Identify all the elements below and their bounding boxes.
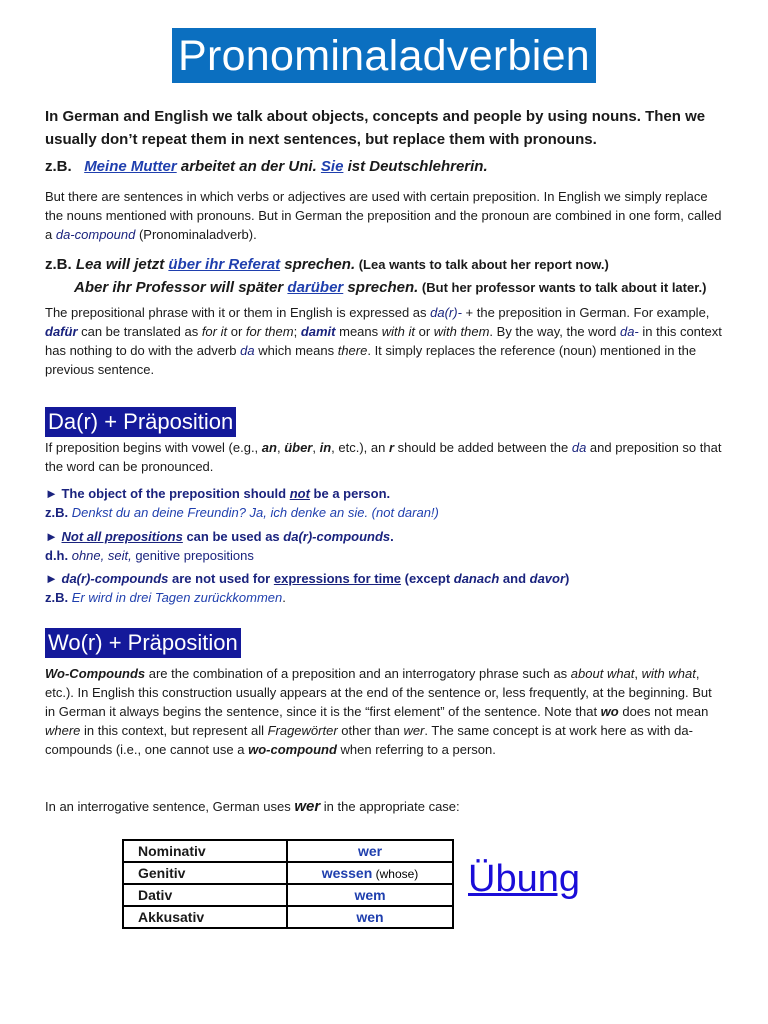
example-underlined-compound: darüber: [287, 279, 344, 296]
case-name: Nominativ: [123, 840, 287, 862]
translation-2: (But her professor wants to talk about it later.): [418, 280, 707, 295]
example-sentence-2: [45, 253, 725, 299]
example-time: Er wird in drei Tagen zurückkommen: [71, 590, 283, 605]
case-form: wessen (whose): [287, 862, 453, 884]
rule-not-a-person: ► The object of the preposition should not be a person. z.B. Denkst du an deine Freundin? Ja, ich denke an sie. (not daran!): [45, 486, 439, 520]
example-underlined-phrase: über ihr Referat: [168, 256, 281, 273]
zb-label: z.B.: [45, 158, 72, 175]
rule-time-expressions: ► da(r)-compounds are not used for expressions for time (except danach and davor) z.B. Er wird in drei Tagen zurückkommen.: [45, 571, 570, 605]
case-form: wen: [287, 906, 453, 928]
case-form: wem: [287, 884, 453, 906]
table-row: [123, 862, 453, 884]
vowel-rule-paragraph: If preposition begins with vowel (e.g., an, über, in, etc.), an r should be added between the da and preposition so that the word can be pronounced.: [45, 440, 722, 474]
section-heading-da: Da(r) + Präposition: [45, 407, 236, 437]
prepositional-phrase-paragraph: The prepositional phrase with it or them in English is expressed as da(r)- + the preposition in German. For example, dafür can be translated as for it or for them; damit means with it or with them. By the way, the word da- in this context has nothing to do with the adverb da which means there. It simply replaces the reference (noun) mentioned in the previous sentence.: [45, 305, 722, 377]
example-sentence-1: z.B. Meine Mutter arbeitet an der Uni. Sie ist Deutschlehrerin.: [45, 158, 488, 175]
rule-not-all-prepositions: ► Not all prepositions can be used as da(r)-compounds. d.h. ohne, seit, genitive prepositions: [45, 529, 394, 563]
case-name: Genitiv: [123, 862, 287, 884]
page-title: Pronominaladverbien: [172, 28, 596, 83]
interrogative-paragraph: In an interrogative sentence, German uses wer in the appropriate case:: [45, 798, 460, 815]
arrow-bullet-icon: ►: [45, 571, 58, 586]
example-line-2: Aber ihr Professor will später darüber sprechen. (But her professor wants to talk about it later.): [74, 279, 707, 296]
section-heading-wo: Wo(r) + Präposition: [45, 628, 241, 658]
case-form: wer: [287, 840, 453, 862]
term-da-compound: da-compound: [55, 227, 136, 242]
translation-1: (Lea wants to talk about her report now.): [355, 257, 609, 272]
intro-paragraph: In German and English we talk about objects, concepts and people by using nouns. Then we usually don’t repeat them in next sentences, but replace them with pronouns.: [45, 108, 706, 148]
example-line-1: z.B. Lea will jetzt über ihr Referat sprechen. (Lea wants to talk about her report now.): [45, 256, 609, 273]
arrow-bullet-icon: ►: [45, 529, 58, 544]
case-name: Dativ: [123, 884, 287, 906]
table-row: [123, 840, 453, 862]
wo-compounds-paragraph: Wo-Compounds are the combination of a preposition and an interrogatory phrase such as about what, with what, etc.). In English this construction usually appears at the end of the sentence or, less frequently, at the beginning. But in German it always begins the sentence, since it is the “first element” of the sentence. Note that wo does not mean where in this context, but represent all Fragewörter other than wer. The same concept is at work here as with da-compounds (i.e., one cannot use a wo-compound when referring to a person.: [45, 666, 712, 757]
example-noun: Meine Mutter: [84, 158, 177, 175]
title-container: [0, 28, 768, 83]
uebung-link[interactable]: Übung: [468, 858, 580, 900]
example-person: Denkst du an deine Freundin? Ja, ich denke an sie. (not daran!): [71, 505, 439, 520]
table-row: [123, 906, 453, 928]
arrow-bullet-icon: ►: [45, 486, 58, 501]
example-pronoun: Sie: [320, 158, 344, 175]
table-row: [123, 884, 453, 906]
case-name: Akkusativ: [123, 906, 287, 928]
case-table: [122, 839, 454, 929]
da-compound-explanation: But there are sentences in which verbs or adjectives are used with certain preposition. In English we simply replace the nouns mentioned with pronouns. But in German the preposition and the pronoun are combined in one form, called a da-compound (Pronominaladverb).: [45, 189, 722, 242]
